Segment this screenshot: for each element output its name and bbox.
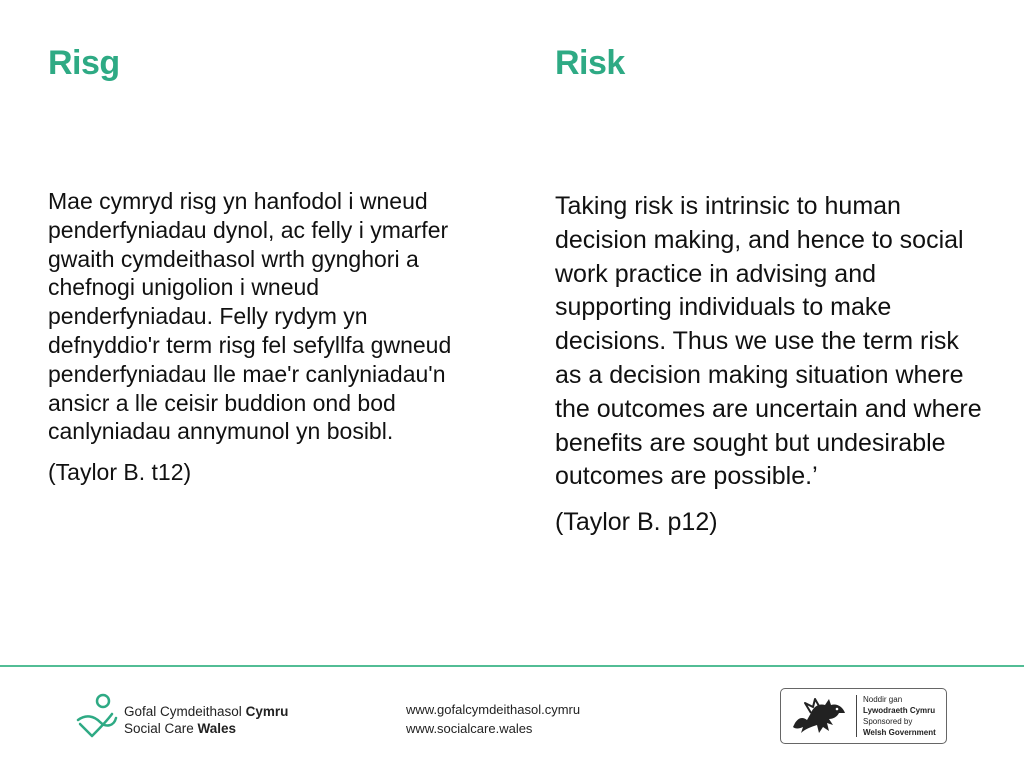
government-name-english: Welsh Government [863,728,936,737]
sponsor-line-welsh: Noddir gan [863,695,903,704]
logo-english-regular: Social Care [124,721,194,736]
english-column [555,190,985,540]
badge-separator [856,695,857,737]
sponsor-line-english: Sponsored by [863,717,913,726]
heading-welsh: Risg [48,44,120,82]
government-name-welsh: Lywodraeth Cymru [863,706,936,715]
government-sponsor-text [863,694,936,738]
social-care-wales-logo [72,692,332,740]
logo-welsh-bold: Cymru [245,704,289,719]
welsh-website-link[interactable]: www.gofalcymdeithasol.cymru [406,702,581,717]
logo-welsh-regular: Gofal Cymdeithasol [124,704,242,719]
welsh-column [48,187,468,487]
english-citation: (Taylor B. p12) [555,508,718,537]
welsh-government-badge [780,688,947,744]
welsh-body-text: Mae cymryd risg yn hanfodol i wneud penderfyniadau dynol, ac felly i ymarfer gwaith cymdeithasol wrth gynghori a chefnogi unigolion i wneud penderfyniadau. Felly rydym yn defnyddio'r term risg fel sefyllfa gwneud penderfyniadau lle mae'r canlyniadau'n ansicr a lle ceisir buddion ond bod canlyniadau annymunol yn bosibl. [48,188,452,445]
welsh-citation: (Taylor B. t12) [48,459,192,486]
footer-urls [406,700,580,738]
english-website-link[interactable]: www.socialcare.wales [406,721,533,736]
footer-divider [0,665,1024,667]
logo-wordmark [124,703,288,737]
english-body-text: Taking risk is intrinsic to human decision making, and hence to social work practice in advising and supporting individuals to make decisions. Thus we use the term risk as a decision making situation where the outcomes are uncertain and where benefits are sought but undesirable outcomes are possible.’ [555,192,982,491]
dragon-icon [789,693,851,739]
social-care-wales-logo-icon [72,692,120,740]
logo-english-bold: Wales [197,721,237,736]
heading-english: Risk [555,44,625,82]
